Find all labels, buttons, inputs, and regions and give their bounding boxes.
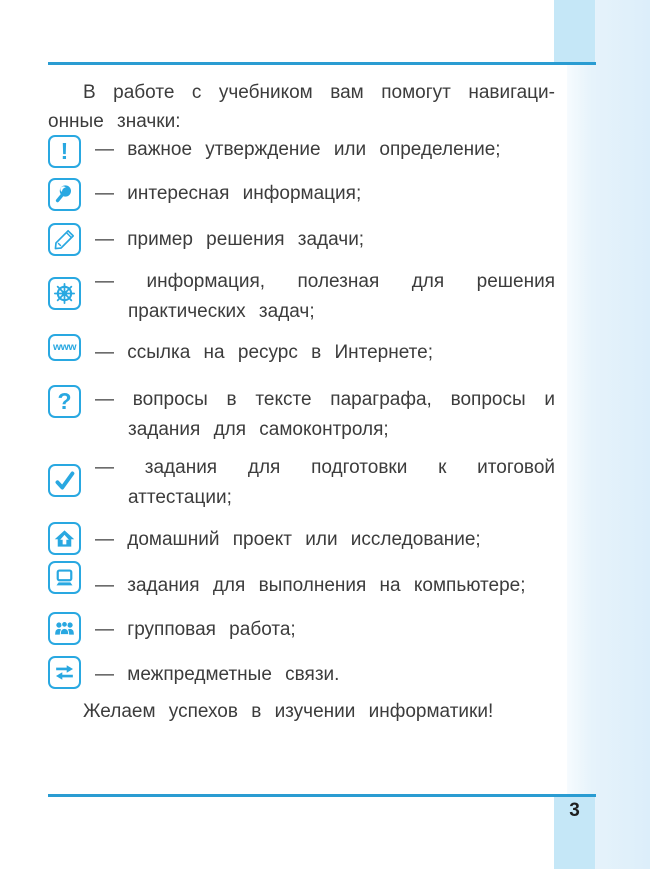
group-icon xyxy=(48,612,81,645)
legend-text: — межпредметные связи. xyxy=(95,664,340,685)
legend-text: — вопросы в тексте параграфа, вопросы и xyxy=(95,389,555,410)
footer-rule xyxy=(48,794,596,797)
legend-item xyxy=(48,385,555,445)
www-icon xyxy=(48,334,81,361)
group-glyph xyxy=(50,614,79,643)
arrows-icon xyxy=(48,656,81,689)
legend-text: — домашний проект или исследование; xyxy=(95,529,481,550)
pencil-glyph xyxy=(50,225,79,254)
legend-text: — задания для выполнения на компьютере; xyxy=(95,575,526,596)
home-icon xyxy=(48,522,81,555)
legend-item xyxy=(48,660,555,690)
legend-item xyxy=(48,225,555,255)
magnifier-glyph xyxy=(50,180,79,209)
header-rule xyxy=(48,62,596,65)
legend-text: — информация, полезная для решения xyxy=(95,271,555,292)
computer-glyph xyxy=(50,563,79,592)
magnifier-icon xyxy=(48,178,81,211)
page-number: 3 xyxy=(569,800,580,821)
legend-item xyxy=(48,615,555,645)
legend-text: — пример решения задачи; xyxy=(95,229,365,250)
checkmark-glyph xyxy=(50,466,79,495)
legend-text: — групповая работа; xyxy=(95,619,296,640)
legend-item xyxy=(48,179,555,209)
www-glyph: www xyxy=(52,341,76,354)
exclamation-glyph: ! xyxy=(60,138,69,164)
question-icon xyxy=(48,385,81,418)
legend-text: практических задач; xyxy=(128,301,315,322)
pencil-icon xyxy=(48,223,81,256)
legend-item xyxy=(48,267,555,327)
intro-line: онные значки: xyxy=(48,111,181,132)
legend-text: — интересная информация; xyxy=(95,183,362,204)
question-glyph: ? xyxy=(57,388,72,414)
top-corner-band xyxy=(554,0,595,62)
closing-line: Желаем успехов в изучении информатики! xyxy=(83,701,494,722)
legend-text: — важное утверждение или определение; xyxy=(95,139,501,160)
page-margin-band xyxy=(567,0,650,869)
legend-item xyxy=(48,571,555,601)
helm-glyph xyxy=(50,279,79,308)
legend-item xyxy=(48,525,555,555)
legend-item xyxy=(48,338,555,368)
home-glyph xyxy=(50,524,79,553)
legend-item xyxy=(48,453,555,513)
legend-text: аттестации; xyxy=(128,487,232,508)
exclamation-icon xyxy=(48,135,81,168)
intro-line: В работе с учебником вам помогут навигаци- xyxy=(83,82,555,103)
legend-text: — задания для подготовки к итоговой xyxy=(95,457,555,478)
computer-icon xyxy=(48,561,81,594)
arrows-glyph xyxy=(50,658,79,687)
intro-paragraph xyxy=(48,78,555,136)
legend-text: — ссылка на ресурс в Интернете; xyxy=(95,342,434,363)
checkmark-icon xyxy=(48,464,81,497)
page-number-band xyxy=(554,797,595,869)
legend-text: задания для самоконтроля; xyxy=(128,419,389,440)
helm-icon xyxy=(48,277,81,310)
legend-item xyxy=(48,135,555,165)
